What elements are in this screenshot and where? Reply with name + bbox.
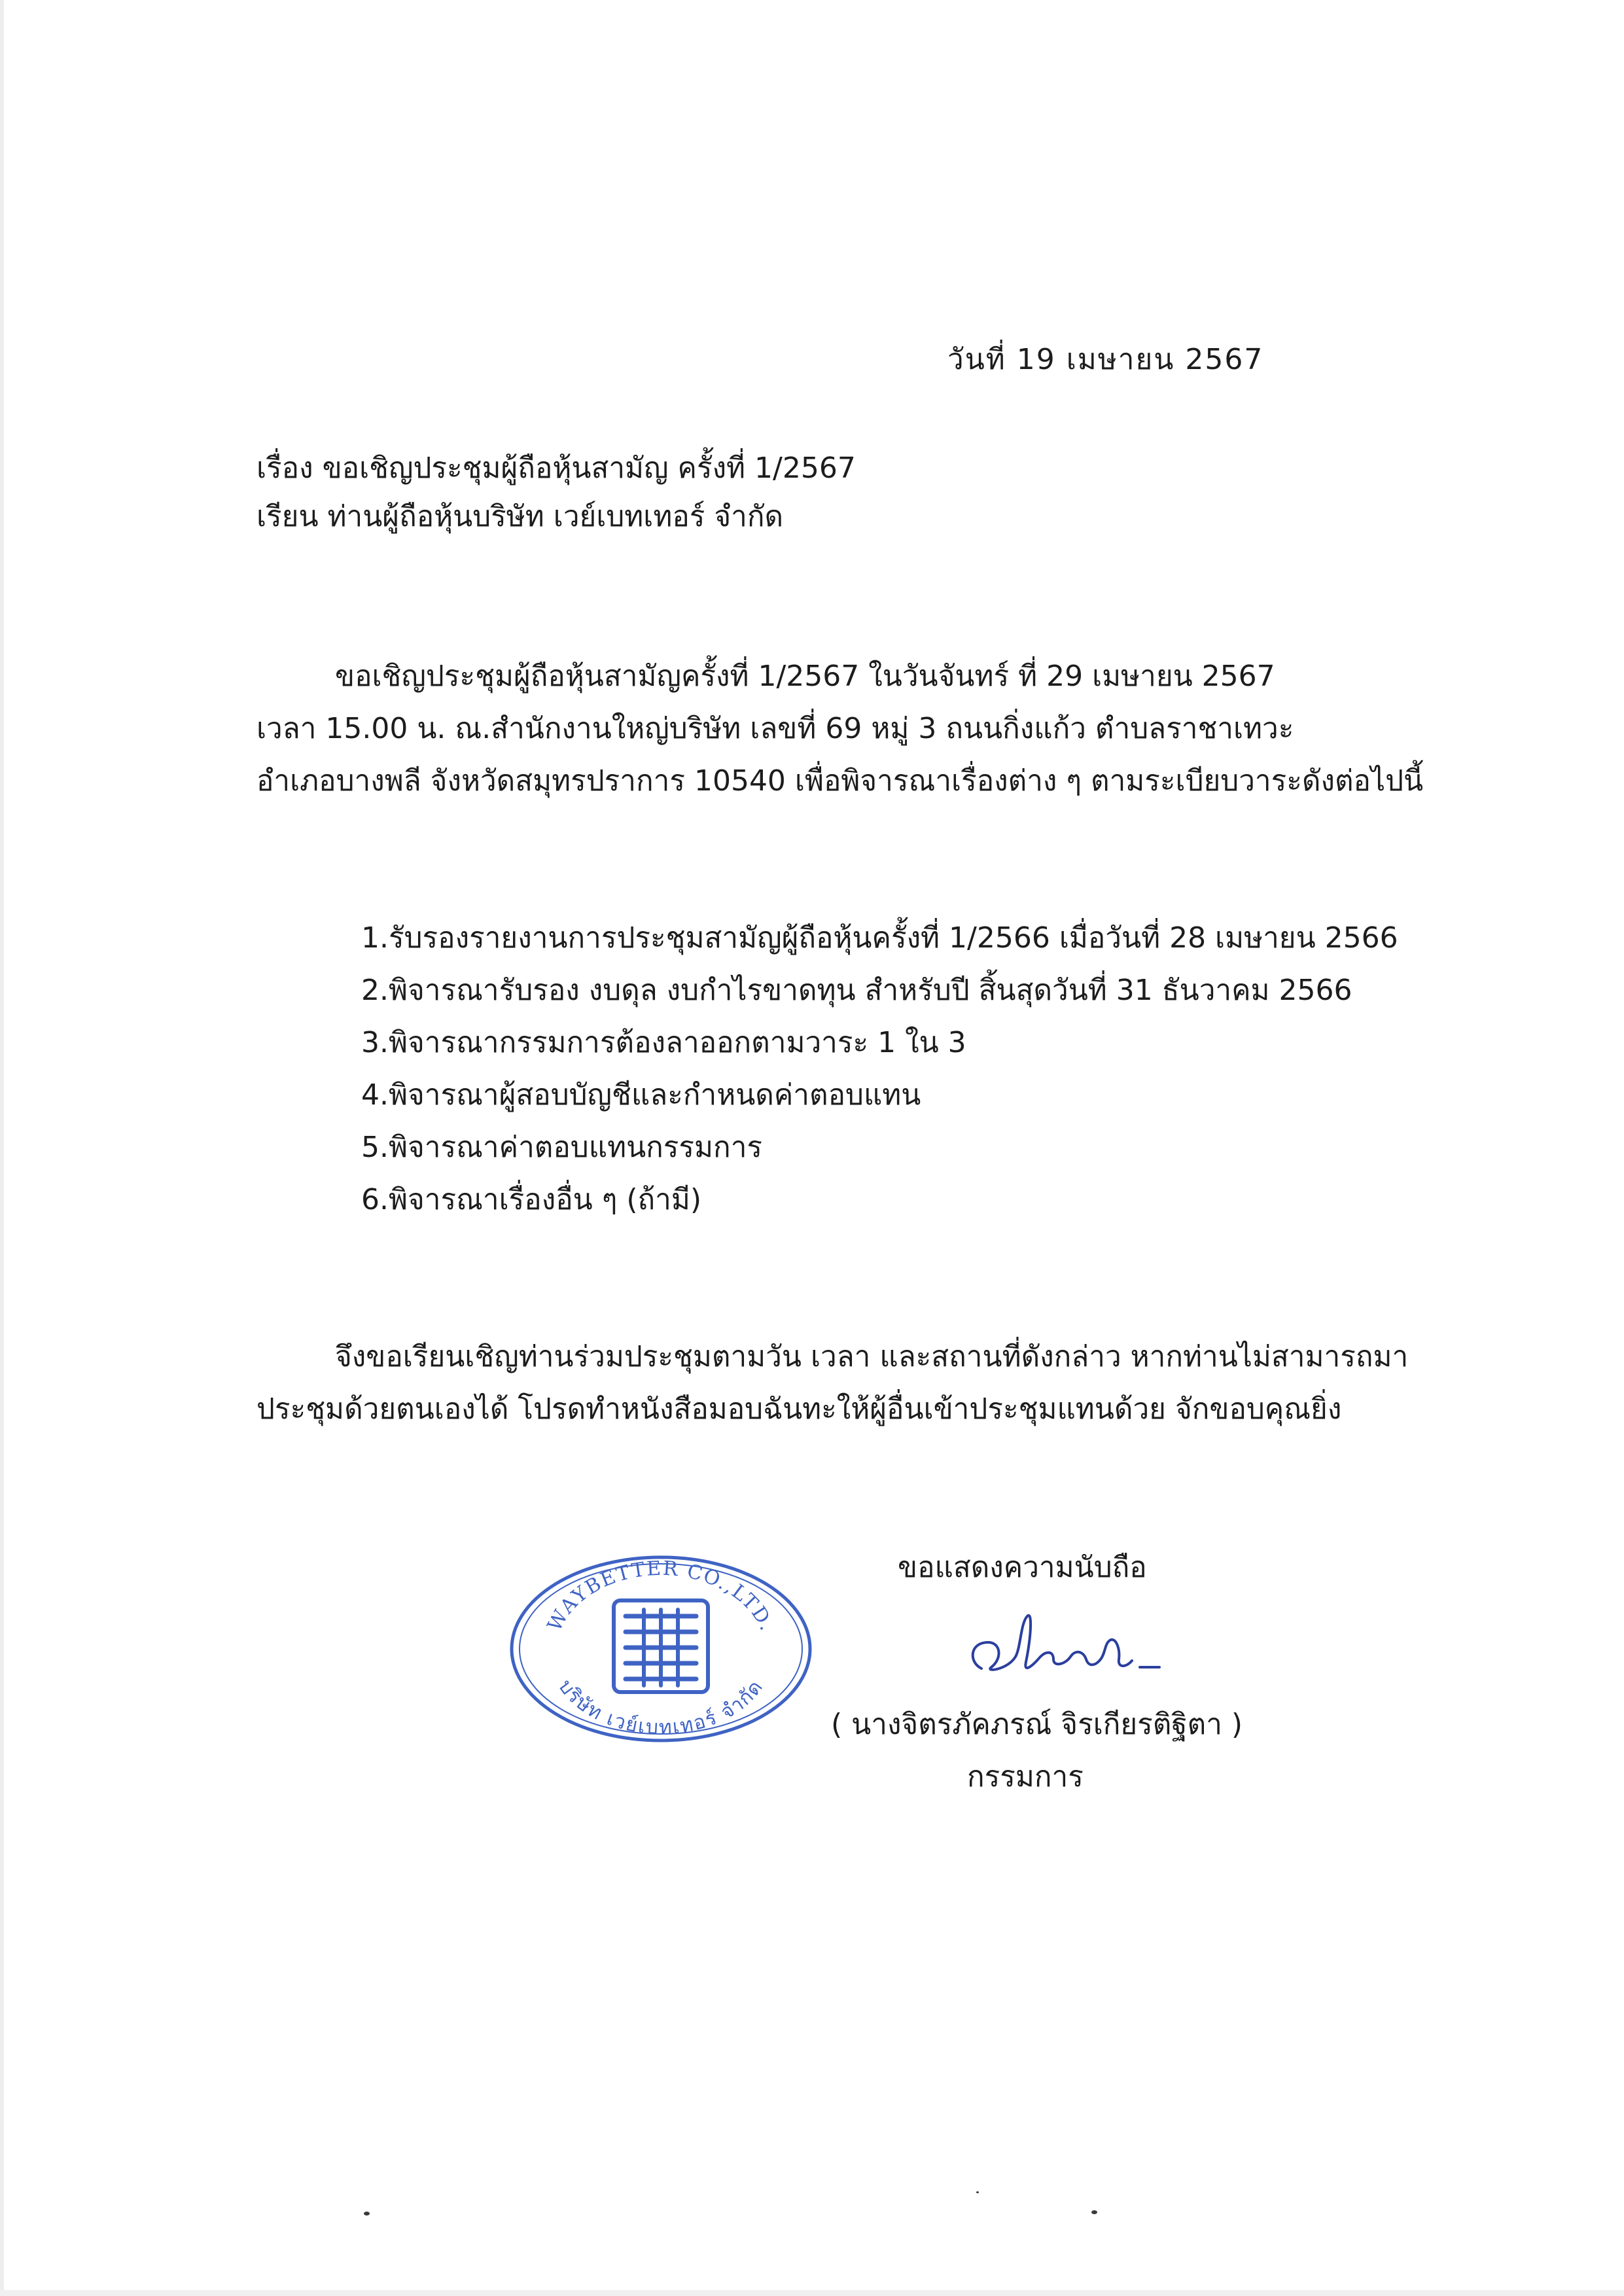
conclusion-line: จึงขอเรียนเชิญท่านร่วมประชุมตามวัน เวลา และสถานที่ดังกล่าว หากท่านไม่สามารถมา: [335, 1340, 1409, 1373]
signer-position: กรรมการ: [967, 1760, 1084, 1793]
handwritten-signature: [955, 1597, 1171, 1695]
signer-name: ( นางจิตรภัคภรณ์ จิรเกียรติฐิตา ): [831, 1708, 1243, 1741]
letter-date: วันที่ 19 เมษายน 2567: [947, 343, 1264, 376]
intro-line: ขอเชิญประชุมผู้ถือหุ้นสามัญครั้งที่ 1/2567 ในวันจันทร์ ที่ 29 เมษายน 2567: [335, 660, 1275, 693]
agenda-item: 2.พิจารณารับรอง งบดุล งบกำไรขาดทุน สำหรับปี สิ้นสุดวันที่ 31 ธันวาคม 2566: [361, 974, 1352, 1007]
closing-phrase: ขอแสดงความนับถือ: [898, 1551, 1147, 1584]
company-seal: [504, 1544, 818, 1747]
scan-bottom-edge: [0, 2290, 1624, 2296]
agenda-item: 6.พิจารณาเรื่องอื่น ๆ (ถ้ามี): [361, 1183, 702, 1216]
scan-speck: [1091, 2210, 1097, 2214]
letter-recipient: เรียน ท่านผู้ถือหุ้นบริษัท เวย์เบทเทอร์ จำกัด: [256, 500, 784, 533]
agenda-item: 1.รับรองรายงานการประชุมสามัญผู้ถือหุ้นครั้งที่ 1/2566 เมื่อวันที่ 28 เมษายน 2566: [361, 921, 1398, 955]
scan-speck: [364, 2212, 370, 2216]
scan-speck: [976, 2191, 979, 2193]
seal-text-en: WAYBETTER CO.,LTD.: [543, 1557, 779, 1635]
agenda-item: 4.พิจารณาผู้สอบบัญชีและกำหนดค่าตอบแทน: [361, 1078, 921, 1112]
seal-text-th: บริษัท เวย์เบทเทอร์ จำกัด: [554, 1675, 768, 1740]
conclusion-line: ประชุมด้วยตนเองได้ โปรดทำหนังสือมอบฉันทะให้ผู้อื่นเข้าประชุมแทนด้วย จักขอบคุณยิ่ง: [256, 1392, 1342, 1426]
intro-line: เวลา 15.00 น. ณ.สำนักงานใหญ่บริษัท เลขที่ 69 หมู่ 3 ถนนกิ่งแก้ว ตำบลราชาเทวะ: [256, 712, 1294, 745]
agenda-item: 5.พิจารณาค่าตอบแทนกรรมการ: [361, 1131, 763, 1164]
agenda-item: 3.พิจารณากรรมการต้องลาออกตามวาระ 1 ใน 3: [361, 1026, 966, 1059]
letter-subject: เรื่อง ขอเชิญประชุมผู้ถือหุ้นสามัญ ครั้งที่ 1/2567: [256, 451, 856, 485]
scan-left-edge: [0, 0, 4, 2296]
intro-line: อำเภอบางพลี จังหวัดสมุทรปราการ 10540 เพื่อพิจารณาเรื่องต่าง ๆ ตามระเบียบวาระดังต่อไปนี้: [256, 764, 1424, 798]
agenda-list: [361, 919, 1398, 1233]
